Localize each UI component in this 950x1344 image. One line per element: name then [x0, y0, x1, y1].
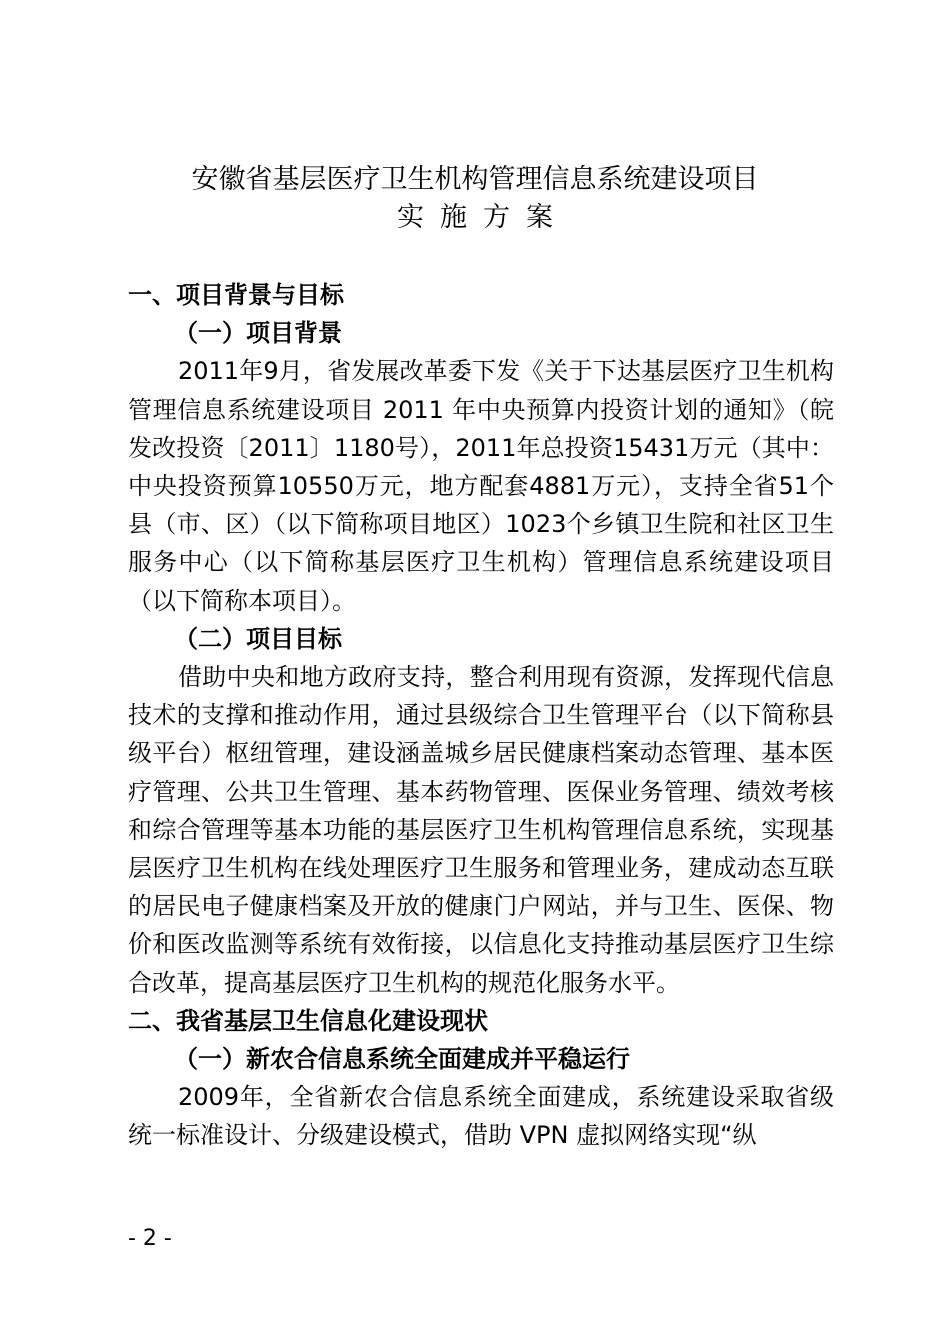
subsection-heading-1-1: （一）项目背景: [174, 319, 342, 348]
document-subtitle: 实施方案: [397, 202, 569, 233]
subsection-heading-2-1: （一）新农合信息系统全面建成并平稳运行: [174, 1045, 630, 1074]
document-body: [128, 276, 834, 1155]
page-number: - 2 -: [128, 1226, 172, 1251]
document-title: 安徽省基层医疗卫生机构管理信息系统建设项目: [191, 164, 759, 195]
section-heading-1: 一、项目背景与目标: [128, 281, 344, 309]
paragraph-ncms-status: 2009年，全省新农合信息系统全面建成，系统建设采取省级统一标准设计、分级建设模式，借助 VPN 虚拟网络实现“纵: [128, 1083, 834, 1150]
subsection-heading-1-2: （二）项目目标: [174, 624, 342, 653]
paragraph-objectives: 借助中央和地方政府支持，整合利用现有资源，发挥现代信息技术的支撑和推动作用，通过县级综合卫生管理平台（以下简称县级平台）枢纽管理，建设涵盖城乡居民健康档案动态管理、基本医疗管理、公共卫生管理、基本药物管理、医保业务管理、绩效考核和综合管理等基本功能的基层医疗卫生机构管理信息系统，实现基层医疗卫生机构在线处理医疗卫生服务和管理业务，建成动态互联的居民电子健康档案及开放的健康门户网站，并与卫生、医保、物价和医改监测等系统有效衔接，以信息化支持推动基层医疗卫生综合改革，提高基层医疗卫生机构的规范化服务水平。: [128, 663, 834, 997]
paragraph-background: 2011年9月，省发展改革委下发《关于下达基层医疗卫生机构管理信息系统建设项目 2011 年中央预算内投资计划的通知》（皖发改投资〔2011〕1180号），2011年总投资15431万元（其中：中央投资预算10550万元，地方配套4881万元），支持全省51个县（市、区）（以下简称项目地区）1023个乡镇卫生院和社区卫生服务中心（以下简称基层医疗卫生机构）管理信息系统建设项目（以下简称本项目）。: [128, 357, 834, 615]
section-heading-2: 二、我省基层卫生信息化建设现状: [128, 1006, 488, 1035]
